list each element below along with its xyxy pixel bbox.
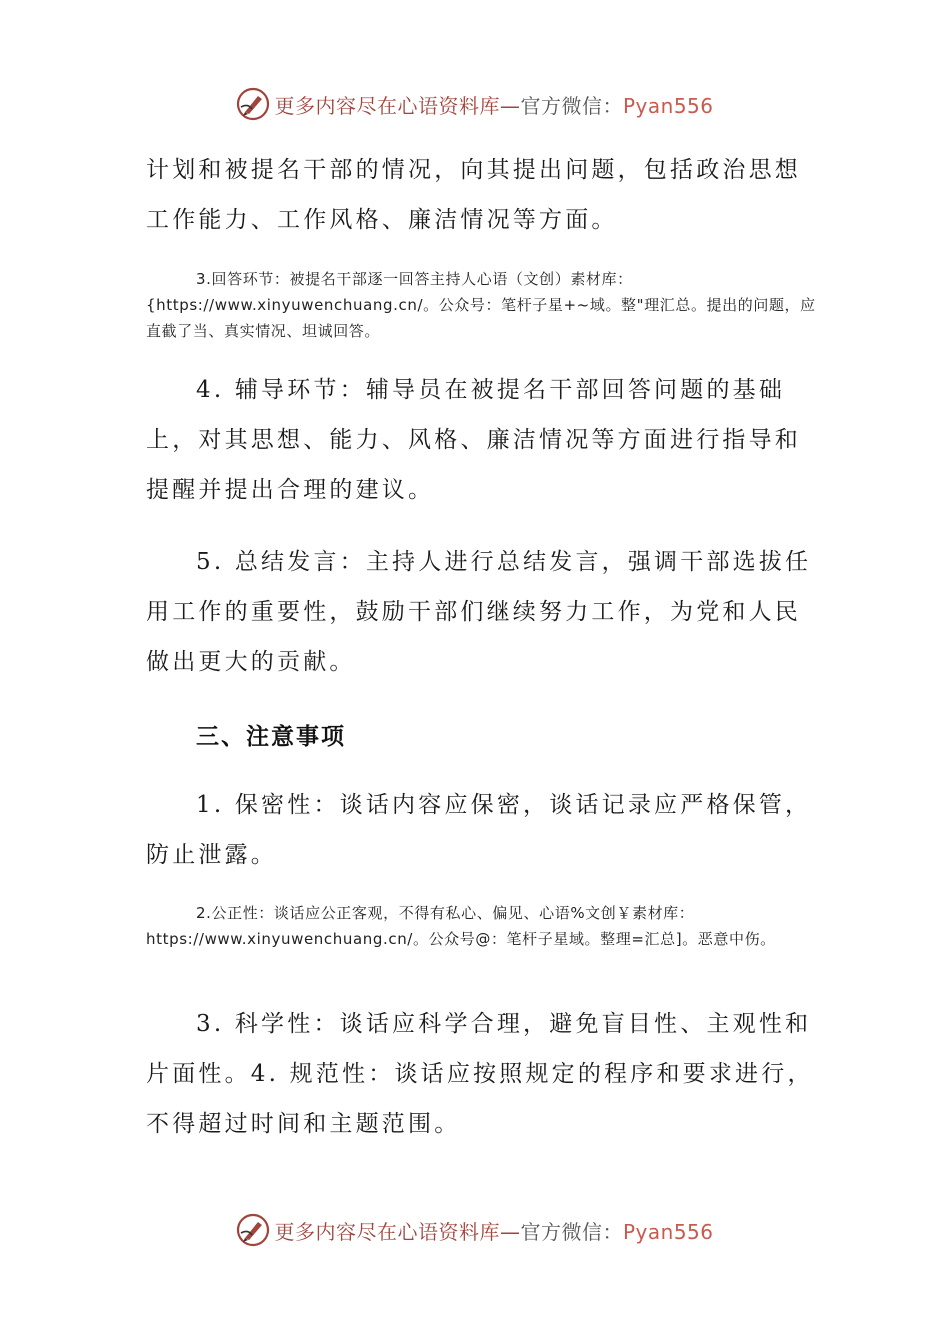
banner-brand: 更多内容尽在心语资料库 (274, 1219, 500, 1244)
banner-text (274, 1216, 713, 1245)
banner-wechat-id: Pyan556 (622, 93, 714, 118)
banner-text (274, 90, 713, 119)
section-heading-notes: 三、注意事项 (196, 724, 346, 750)
paragraph-coaching-step: 4. 辅导环节：辅导员在被提名干部回答问题的基础上，对其思想、能力、风格、廉洁情况等方面进行指导和提醒并提出合理的建议。 (146, 377, 801, 503)
paragraph-answer-step: 3.回答环节：被提名干部逐一回答主持人心语（文创）素材库：{https://www.xinyuwenchuang.cn/。公众号：笔杆子星+~域。整"理汇总。提出的问题，应直截了当、真实情况、坦诚回答。 (146, 270, 816, 340)
banner-wechat-id: Pyan556 (622, 1219, 714, 1244)
pen-logo-icon (236, 87, 270, 121)
paragraph-fairness: 2.公正性：谈话应公正客观，不得有私心、偏见、心语%文创￥素材库：https://www.xinyuwenchuang.cn/。公众号@：笔杆子星域。整理=汇总]。恶意中伤。 (146, 904, 776, 948)
header-banner (0, 84, 950, 124)
paragraph-continuation: 计划和被提名干部的情况，向其提出问题，包括政治思想工作能力、工作风格、廉洁情况等方面。 (146, 157, 801, 233)
banner-official-label: 官方微信： (520, 1219, 623, 1244)
paragraph-summary-step: 5. 总结发言：主持人进行总结发言，强调干部选拔任用工作的重要性，鼓励干部们继续努力工作，为党和人民做出更大的贡献。 (146, 549, 812, 675)
banner-separator: — (499, 93, 521, 118)
paragraph-scientific-standard: 3. 科学性：谈话应科学合理，避免盲目性、主观性和片面性。4. 规范性：谈话应按照规定的程序和要求进行，不得超过时间和主题范围。 (146, 1011, 814, 1137)
banner-brand: 更多内容尽在心语资料库 (274, 93, 500, 118)
banner-separator: — (499, 1219, 521, 1244)
banner-official-label: 官方微信： (520, 93, 623, 118)
pen-logo-icon (236, 1213, 270, 1247)
paragraph-confidentiality: 1. 保密性：谈话内容应保密，谈话记录应严格保管，防止泄露。 (146, 792, 812, 868)
footer-banner (0, 1210, 950, 1250)
